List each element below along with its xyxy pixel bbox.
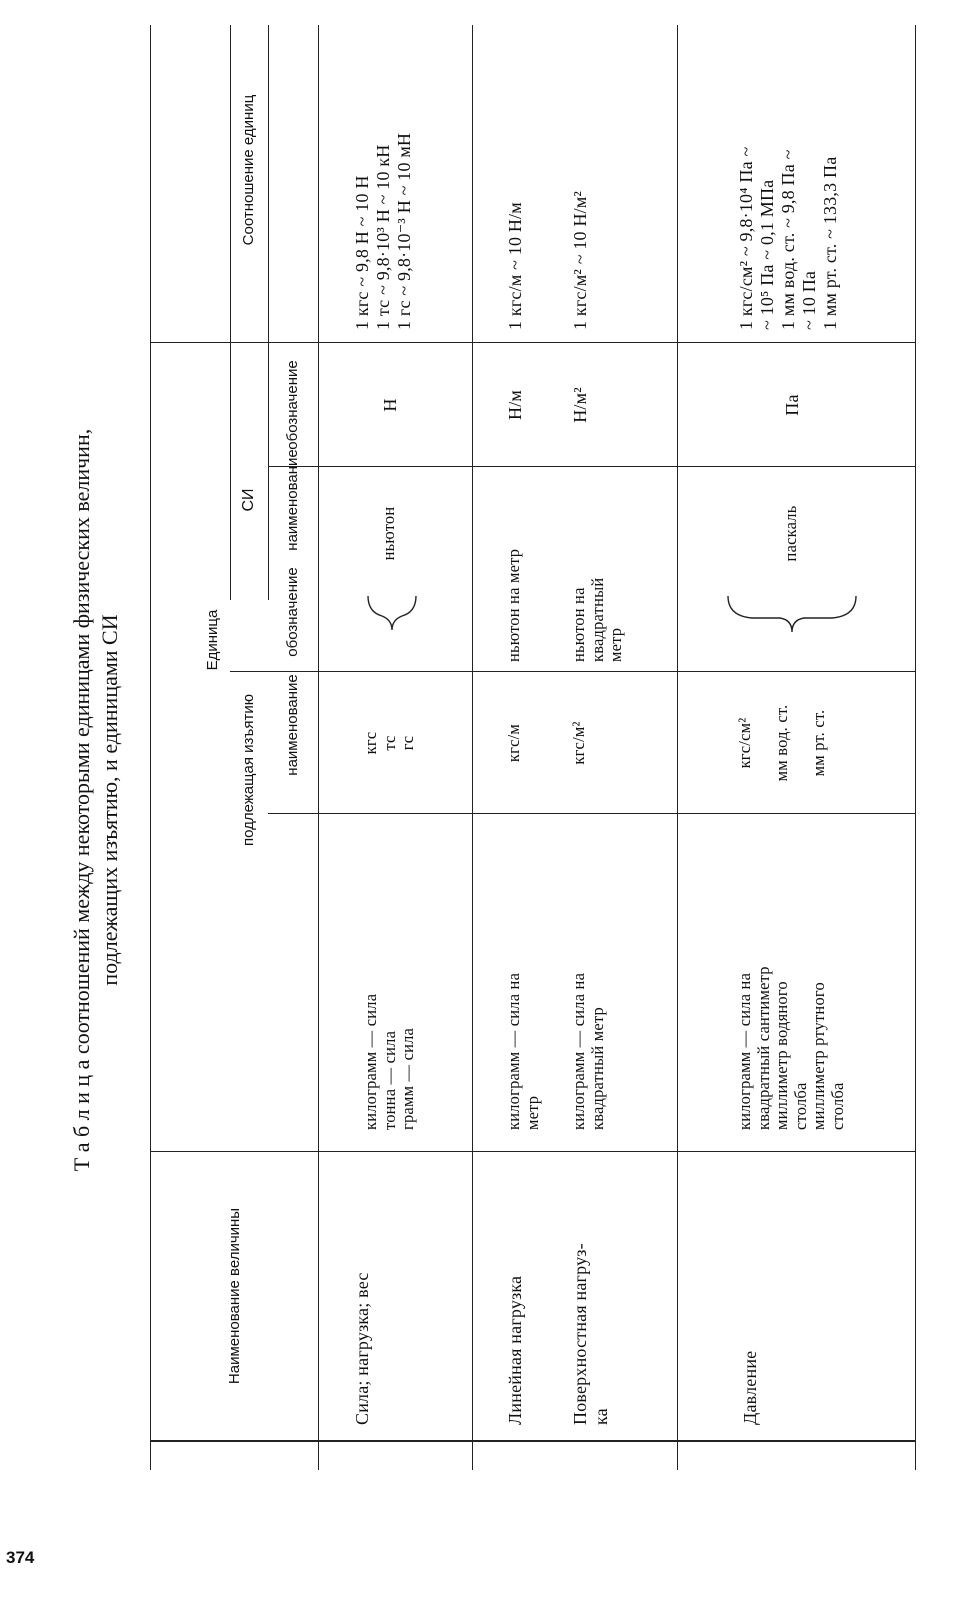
rule-under-unit — [230, 25, 231, 600]
quantity-surface-line-1: Поверхностная нагруз- — [570, 1243, 590, 1425]
old-symbols-force — [362, 672, 418, 814]
old-name-kgf-cm2-line-2: квадратный сантиметр — [753, 966, 773, 1130]
old-name-linear-line-1: килограмм — сила на — [504, 972, 523, 1130]
rule-after-surface — [677, 25, 678, 1470]
relation-mm-hg: 1 мм рт. ст. ~ 133,3 Па — [820, 156, 840, 330]
brace-force — [362, 596, 422, 666]
old-name-mm-water-line-2: столба — [790, 1082, 810, 1130]
si-name-surface — [570, 472, 626, 662]
rule-si-symbol-col — [268, 466, 915, 467]
si-symbol-linear: Н/м — [505, 390, 525, 420]
brace-pressure — [722, 596, 862, 666]
header-bottom-rule — [318, 25, 319, 1470]
si-name-force: ньютон — [379, 506, 398, 561]
old-name-tf: тонна — сила — [379, 1030, 399, 1130]
relation-surface: 1 кгс/м² ~ 10 Н/м² — [570, 190, 590, 330]
rule-quantity-col — [150, 1440, 915, 1442]
si-symbol-force: Н — [380, 398, 400, 412]
rule-after-force — [472, 25, 473, 1470]
quantity-linear: Линейная нагрузка — [505, 1275, 525, 1425]
si-name-pressure: паскаль — [781, 505, 800, 562]
relation-gf: 1 гс ~ 9,8·10⁻³ Н ~ 10 мН — [394, 132, 414, 330]
header-quantity-name: Наименование величины — [226, 1207, 243, 1385]
old-name-linear — [505, 820, 542, 1130]
table-bottom-rule — [915, 25, 916, 1470]
relations-force — [352, 25, 415, 330]
old-symbol-kgf-cm2: кгс/см² — [735, 717, 754, 769]
rule-under-subgroups — [268, 25, 269, 600]
relation-linear: 1 кгс/м ~ 10 Н/м — [505, 202, 525, 330]
old-name-kgf: килограмм — сила — [361, 993, 380, 1130]
si-name-linear: ньютон на метр — [504, 548, 523, 662]
old-name-mm-hg-line-1: миллиметр ртутного — [809, 982, 828, 1130]
quantity-surface-line-2: ка — [591, 1408, 611, 1425]
header-old-name: наименование — [284, 674, 301, 776]
relation-kgf-cm2-line-2: ~ 10⁵ Па ~ 0,1 МПа — [757, 179, 777, 330]
old-name-surface-line-2: квадратный метр — [587, 1007, 607, 1130]
old-symbol-linear: кгс/м — [504, 723, 523, 763]
header-to-withdraw: подлежащая изъятию — [240, 693, 257, 847]
header-relation: Соотношение единиц — [240, 94, 257, 246]
old-names-force — [362, 820, 418, 1130]
old-symbol-mm-hg: мм рт. ст. — [809, 709, 828, 777]
old-symbol-tf: тс — [379, 735, 399, 751]
relation-tf: 1 тс ~ 9,8·10³ Н ~ 10 кН — [373, 144, 393, 330]
table-top-rule — [150, 25, 151, 1470]
old-name-mm-water-line-1: миллиметр водяного — [772, 981, 791, 1130]
old-symbols-pressure — [736, 672, 847, 814]
rule-old-name-col — [150, 1151, 915, 1152]
header-old-symbol: обозначение — [284, 567, 301, 657]
table-caption-line-1: Т а б л и ц а соотношений между некоторыми единицами физических величин, — [69, 428, 94, 1172]
header-unit: Единица — [204, 609, 221, 671]
relation-mm-water-line-1: 1 мм вод. ст. ~ 9,8 Па ~ — [778, 149, 798, 330]
relation-kgf-cm2-line-1: 1 кгс/см² ~ 9,8·10⁴ Па ~ — [736, 146, 756, 330]
old-name-mm-hg-line-2: столба — [827, 1082, 847, 1130]
si-name-surface-line-3: метр — [606, 627, 625, 662]
old-names-pressure — [736, 820, 847, 1130]
header-si-name: наименование — [284, 449, 301, 551]
old-symbol-surface: кгс/м² — [569, 721, 588, 765]
relation-mm-water-line-2: ~ 10 Па — [799, 270, 819, 330]
si-symbol-surface: Н/м² — [570, 387, 590, 423]
table-caption-line-2: подлежащих изъятию, и единицами СИ — [97, 614, 122, 986]
quantity-pressure: Давление — [740, 1350, 760, 1425]
old-symbol-gf: гс — [398, 735, 417, 751]
old-name-surface — [570, 820, 607, 1130]
page-number: 374 — [6, 1548, 35, 1567]
old-name-gf: грамм — сила — [398, 1027, 417, 1130]
si-name-surface-line-2: квадратный — [587, 577, 607, 662]
old-symbol-kgf: кгс — [361, 731, 380, 755]
si-name-surface-line-1: ньютон на — [569, 587, 588, 662]
relation-kgf: 1 кгс ~ 9,8 Н ~ 10 Н — [352, 175, 372, 330]
relations-pressure — [736, 25, 841, 330]
header-si-symbol: обозначение — [284, 360, 301, 450]
old-name-linear-line-2: метр — [522, 1095, 542, 1130]
old-symbol-mm-water: мм вод. ст. — [772, 704, 791, 782]
quantity-surface — [570, 1155, 612, 1425]
old-name-kgf-cm2-line-1: килограмм — сила на — [735, 972, 754, 1130]
si-symbol-pressure: Па — [782, 394, 802, 416]
quantity-force: Сила; нагрузка; вес — [352, 1272, 372, 1425]
header-si: СИ — [240, 488, 257, 512]
old-name-surface-line-1: килограмм — сила на — [569, 972, 588, 1130]
